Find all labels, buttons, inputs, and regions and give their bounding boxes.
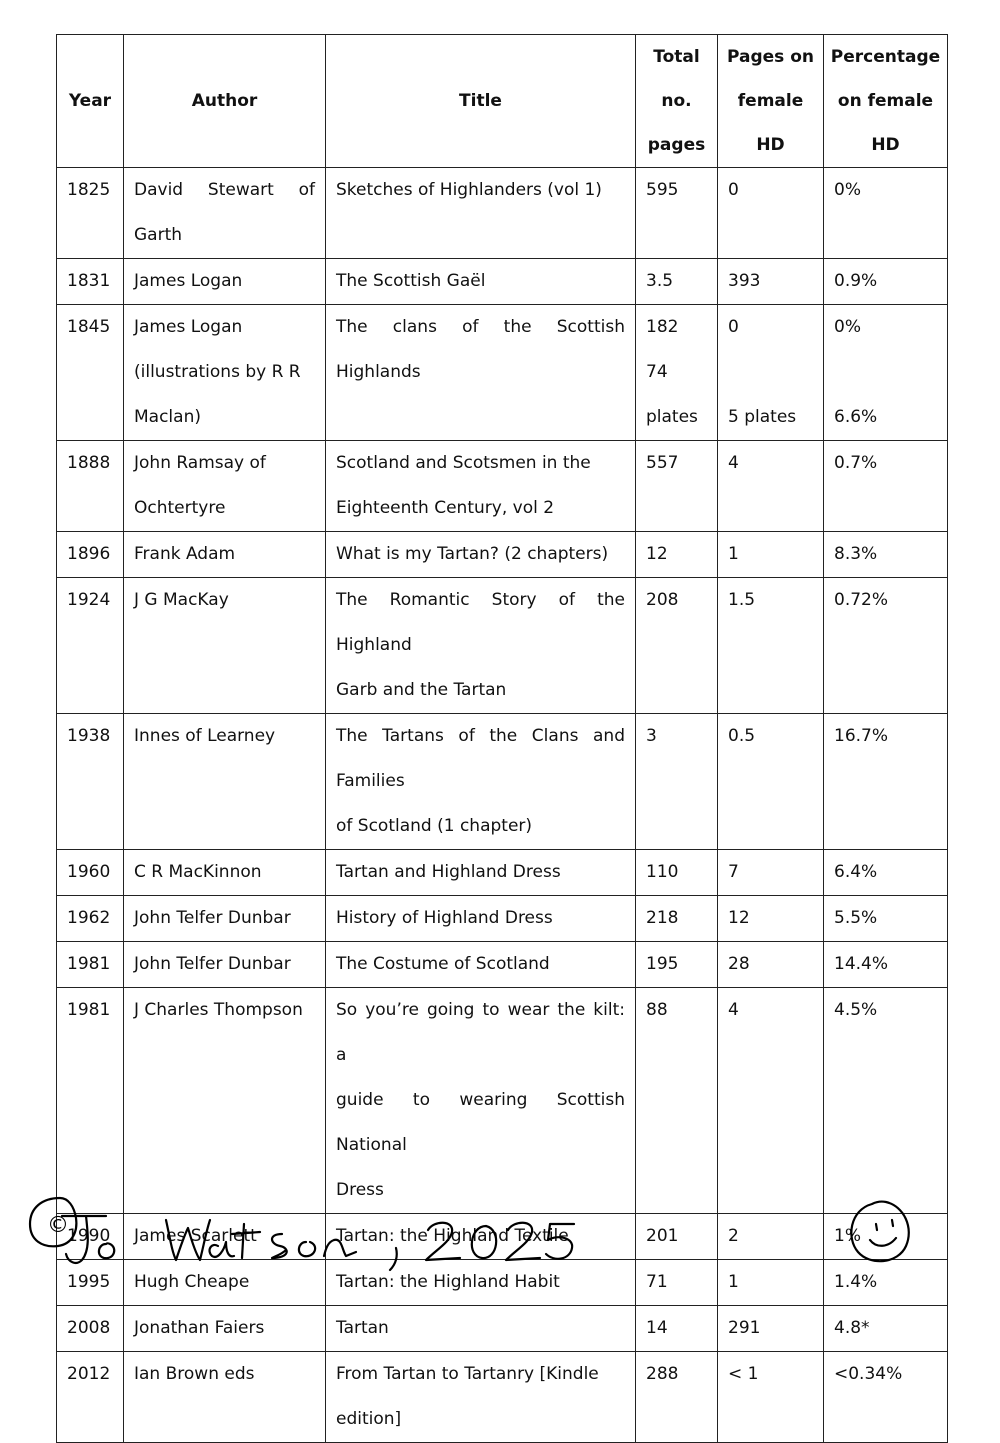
cell-author-line: C R MacKinnon <box>134 862 262 882</box>
cell-total-pages <box>636 942 718 988</box>
cell-total-pages-line: 288 <box>646 1364 679 1384</box>
cell-title <box>326 942 636 988</box>
cell-percentage-female-line: 6.4% <box>834 862 878 882</box>
cell-title-line: The Costume of Scotland <box>336 954 550 974</box>
cell-percentage-female-line: <0.34% <box>834 1364 903 1384</box>
cell-author <box>124 1260 326 1306</box>
header-total-line: Total <box>653 47 700 67</box>
cell-percentage-female-line: 5.5% <box>834 908 878 928</box>
cell-title <box>326 850 636 896</box>
table-row <box>57 1214 948 1260</box>
cell-year: 1845 <box>57 305 124 441</box>
table-row <box>57 942 948 988</box>
cell-percentage-female <box>824 441 948 532</box>
cell-title <box>326 578 636 714</box>
cell-author-line: David Stewart of Garth <box>134 180 315 245</box>
cell-percentage-female-line: 8.3% <box>834 544 878 564</box>
header-total-line: pages <box>647 135 706 155</box>
cell-author-line: Ochtertyre <box>134 498 226 518</box>
cell-percentage-female-line: 1% <box>834 1226 861 1246</box>
cell-year: 1888 <box>57 441 124 532</box>
cell-author-line: Hugh Cheape <box>134 1272 250 1292</box>
cell-pages-female <box>718 942 824 988</box>
cell-percentage-female-line: 4.8* <box>834 1318 870 1338</box>
cell-pages-female-line: 12 <box>728 908 750 928</box>
cell-pages-female <box>718 578 824 714</box>
cell-title-line: The clans of the Scottish Highlands <box>336 317 625 382</box>
cell-author <box>124 714 326 850</box>
cell-author-line: Ian Brown eds <box>134 1364 255 1384</box>
cell-percentage-female-line: 1.4% <box>834 1272 878 1292</box>
cell-total-pages-line: 218 <box>646 908 679 928</box>
cell-total-pages-line: 557 <box>646 453 679 473</box>
cell-author-line: James Scarlett <box>134 1226 257 1246</box>
cell-title-line: guide to wearing Scottish National <box>336 1090 625 1155</box>
cell-author-line: Jonathan Faiers <box>134 1318 265 1338</box>
cell-total-pages <box>636 896 718 942</box>
cell-author-line: James Logan <box>134 317 243 337</box>
cell-total-pages-line: 195 <box>646 954 679 974</box>
cell-year: 1995 <box>57 1260 124 1306</box>
cell-author-line: James Logan <box>134 271 243 291</box>
cell-total-pages-line: 12 <box>646 544 668 564</box>
cell-year: 2012 <box>57 1352 124 1443</box>
cell-percentage-female-line: 0.9% <box>834 271 878 291</box>
cell-title <box>326 441 636 532</box>
cell-pages-female <box>718 1352 824 1443</box>
cell-total-pages-line: 3 <box>646 726 657 746</box>
cell-total-pages-line: 74 <box>646 362 668 382</box>
cell-title-line: The Tartans of the Clans and Families <box>336 726 625 791</box>
cell-percentage-female <box>824 988 948 1214</box>
header-pct-line: HD <box>871 135 900 155</box>
cell-pages-female <box>718 168 824 259</box>
cell-total-pages-line: 208 <box>646 590 679 610</box>
table-row <box>57 896 948 942</box>
cell-author-line: J G MacKay <box>134 590 229 610</box>
cell-percentage-female <box>824 1214 948 1260</box>
cell-pages-female <box>718 441 824 532</box>
header-total-pages <box>636 35 718 168</box>
table-row <box>57 714 948 850</box>
cell-author-line: John Telfer Dunbar <box>134 908 291 928</box>
cell-title-line: Tartan: the Highland Habit <box>336 1272 560 1292</box>
cell-year: 2008 <box>57 1306 124 1352</box>
header-total-line: no. <box>661 91 692 111</box>
cell-title-line: Eighteenth Century, vol 2 <box>336 498 555 518</box>
cell-total-pages-line: 71 <box>646 1272 668 1292</box>
cell-pages-female-line: 4 <box>728 453 739 473</box>
cell-pages-female-line: 1.5 <box>728 590 756 610</box>
cell-title-line: Dress <box>336 1180 384 1200</box>
cell-author <box>124 1306 326 1352</box>
cell-percentage-female-line: 0.72% <box>834 590 889 610</box>
cell-total-pages <box>636 259 718 305</box>
cell-title-line: edition] <box>336 1409 402 1429</box>
cell-total-pages-line: 110 <box>646 862 679 882</box>
cell-percentage-female <box>824 1306 948 1352</box>
cell-title-line: of Scotland (1 chapter) <box>336 816 533 836</box>
cell-title <box>326 1260 636 1306</box>
cell-percentage-female-line: 16.7% <box>834 726 889 746</box>
cell-pages-female <box>718 532 824 578</box>
cell-title <box>326 305 636 441</box>
cell-year: 1896 <box>57 532 124 578</box>
cell-year: 1981 <box>57 942 124 988</box>
cell-pages-female-line: < 1 <box>728 1364 759 1384</box>
cell-author <box>124 578 326 714</box>
cell-percentage-female <box>824 896 948 942</box>
cell-total-pages-line: plates <box>646 407 698 427</box>
cell-total-pages <box>636 441 718 532</box>
copyright-glyph: © <box>47 1213 69 1238</box>
cell-title-line: Sketches of Highlanders (vol 1) <box>336 180 602 200</box>
cell-author <box>124 1214 326 1260</box>
table-row <box>57 578 948 714</box>
cell-total-pages-line: 182 <box>646 317 679 337</box>
cell-author-line: (illustrations by R R <box>134 362 301 382</box>
cell-total-pages <box>636 578 718 714</box>
cell-percentage-female <box>824 305 948 441</box>
cell-year: 1924 <box>57 578 124 714</box>
cell-pages-female-line: 4 <box>728 1000 739 1020</box>
cell-pages-female-line: 2 <box>728 1226 739 1246</box>
cell-title-line: From Tartan to Tartanry [Kindle <box>336 1364 599 1384</box>
cell-title <box>326 1214 636 1260</box>
cell-author-line: John Telfer Dunbar <box>134 954 291 974</box>
cell-title-line: Scotland and Scotsmen in the <box>336 453 591 473</box>
cell-percentage-female <box>824 259 948 305</box>
cell-title <box>326 896 636 942</box>
cell-author-line: J Charles Thompson <box>134 1000 303 1020</box>
cell-title-line: The Romantic Story of the Highland <box>336 590 625 655</box>
cell-title <box>326 168 636 259</box>
cell-total-pages-line: 88 <box>646 1000 668 1020</box>
table-row <box>57 259 948 305</box>
cell-pages-female <box>718 988 824 1214</box>
cell-pages-female <box>718 896 824 942</box>
header-pages-female <box>718 35 824 168</box>
cell-pages-female <box>718 850 824 896</box>
cell-pages-female-line <box>728 350 813 395</box>
cell-total-pages-line: 3.5 <box>646 271 674 291</box>
cell-author <box>124 441 326 532</box>
cell-percentage-female <box>824 168 948 259</box>
cell-total-pages <box>636 850 718 896</box>
cell-total-pages-line: 14 <box>646 1318 668 1338</box>
cell-title-line: History of Highland Dress <box>336 908 553 928</box>
cell-title-line: Garb and the Tartan <box>336 680 507 700</box>
cell-total-pages <box>636 988 718 1214</box>
cell-percentage-female-line: 6.6% <box>834 407 878 427</box>
table-body <box>57 168 948 1443</box>
cell-year: 1938 <box>57 714 124 850</box>
cell-pages-female-line: 1 <box>728 544 739 564</box>
cell-author-line: Innes of Learney <box>134 726 276 746</box>
cell-pages-female-line: 0 <box>728 317 739 337</box>
cell-title <box>326 1352 636 1443</box>
cell-author-line: John Ramsay of <box>134 453 266 473</box>
cell-title-line: What is my Tartan? (2 chapters) <box>336 544 609 564</box>
header-year: Year <box>57 35 124 168</box>
cell-year: 1825 <box>57 168 124 259</box>
cell-title <box>326 259 636 305</box>
header-title: Title <box>326 35 636 168</box>
cell-author <box>124 305 326 441</box>
cell-total-pages <box>636 305 718 441</box>
table-row <box>57 1306 948 1352</box>
cell-title-line: So you’re going to wear the kilt: a <box>336 1000 625 1065</box>
history-table <box>56 34 948 1443</box>
table-row <box>57 850 948 896</box>
table-row <box>57 168 948 259</box>
cell-percentage-female-line: 4.5% <box>834 1000 878 1020</box>
cell-title <box>326 532 636 578</box>
cell-percentage-female <box>824 578 948 714</box>
cell-author <box>124 896 326 942</box>
cell-author <box>124 259 326 305</box>
cell-pages-female-line: 1 <box>728 1272 739 1292</box>
cell-title <box>326 714 636 850</box>
cell-year: 1990 <box>57 1214 124 1260</box>
cell-percentage-female <box>824 1260 948 1306</box>
cell-author <box>124 850 326 896</box>
cell-title-line: Tartan <box>336 1318 389 1338</box>
cell-percentage-female <box>824 1352 948 1443</box>
header-percentage-female <box>824 35 948 168</box>
table-row <box>57 988 948 1214</box>
cell-title <box>326 1306 636 1352</box>
cell-author <box>124 942 326 988</box>
cell-author <box>124 988 326 1214</box>
cell-total-pages <box>636 532 718 578</box>
cell-pages-female-line: 291 <box>728 1318 761 1338</box>
cell-pages-female <box>718 259 824 305</box>
cell-percentage-female-line: 0.7% <box>834 453 878 473</box>
cell-total-pages <box>636 1306 718 1352</box>
cell-author-line: Maclan) <box>134 407 201 427</box>
cell-title-line: Tartan and Highland Dress <box>336 862 561 882</box>
cell-total-pages-line: 595 <box>646 180 679 200</box>
cell-title <box>326 988 636 1214</box>
header-pages-line: HD <box>756 135 785 155</box>
cell-pages-female <box>718 1214 824 1260</box>
cell-title-line: Tartan: the Highland Textile <box>336 1226 569 1246</box>
cell-year: 1981 <box>57 988 124 1214</box>
cell-percentage-female-line: 14.4% <box>834 954 889 974</box>
cell-total-pages-line: 201 <box>646 1226 679 1246</box>
cell-pages-female-line: 28 <box>728 954 750 974</box>
cell-pages-female <box>718 1306 824 1352</box>
table-row <box>57 441 948 532</box>
cell-total-pages <box>636 1214 718 1260</box>
table-row <box>57 305 948 441</box>
cell-year: 1831 <box>57 259 124 305</box>
cell-author-line: Frank Adam <box>134 544 236 564</box>
cell-author <box>124 532 326 578</box>
cell-year: 1962 <box>57 896 124 942</box>
header-pct-line: Percentage <box>830 47 941 67</box>
cell-percentage-female <box>824 942 948 988</box>
cell-pages-female-line: 0.5 <box>728 726 756 746</box>
cell-percentage-female-line <box>834 350 937 395</box>
cell-year: 1960 <box>57 850 124 896</box>
cell-percentage-female <box>824 714 948 850</box>
cell-percentage-female-line: 0% <box>834 180 861 200</box>
cell-pages-female <box>718 1260 824 1306</box>
cell-pages-female <box>718 714 824 850</box>
header-pct-line: on female <box>837 91 934 111</box>
table-row <box>57 532 948 578</box>
cell-total-pages <box>636 714 718 850</box>
cell-total-pages <box>636 1260 718 1306</box>
table-row <box>57 1352 948 1443</box>
cell-pages-female-line: 5 plates <box>728 407 797 427</box>
cell-pages-female-line: 7 <box>728 862 739 882</box>
cell-total-pages <box>636 168 718 259</box>
cell-title-line: The Scottish Gaël <box>336 271 486 291</box>
header-author: Author <box>124 35 326 168</box>
header-pages-line: Pages on <box>727 47 814 67</box>
cell-author <box>124 168 326 259</box>
cell-total-pages <box>636 1352 718 1443</box>
cell-pages-female-line: 393 <box>728 271 761 291</box>
cell-percentage-female <box>824 532 948 578</box>
cell-pages-female-line: 0 <box>728 180 739 200</box>
cell-percentage-female <box>824 850 948 896</box>
header-row <box>57 35 948 168</box>
table-row <box>57 1260 948 1306</box>
cell-percentage-female-line: 0% <box>834 317 861 337</box>
header-pages-line: female <box>737 91 804 111</box>
cell-author <box>124 1352 326 1443</box>
cell-pages-female <box>718 305 824 441</box>
